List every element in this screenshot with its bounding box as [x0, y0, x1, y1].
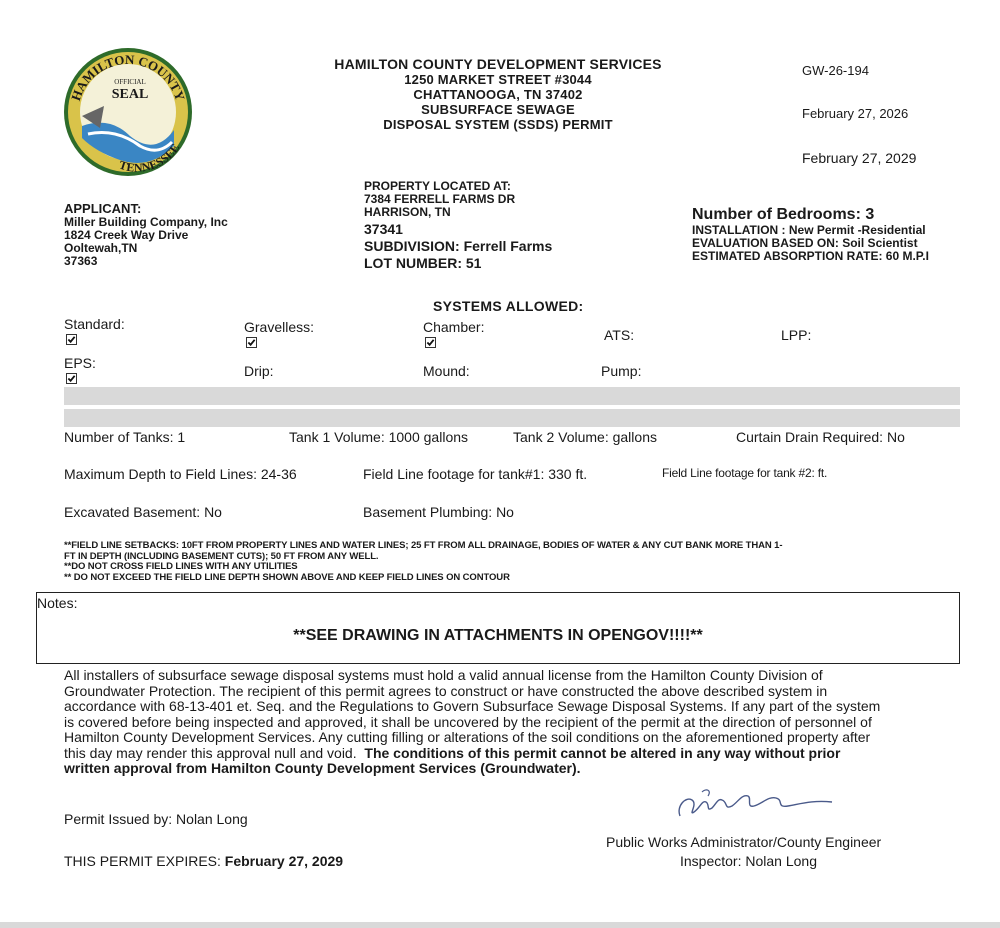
- notes-text: **SEE DRAWING IN ATTACHMENTS IN OPENGOV!!!!**: [293, 627, 703, 644]
- system-gravelless-checkbox[interactable]: [246, 337, 257, 348]
- absorption-rate: ESTIMATED ABSORPTION RATE: 60 M.P.I: [692, 249, 929, 263]
- field-footage-tank1: Field Line footage for tank#1: 330 ft.: [363, 466, 588, 482]
- systems-title: SYSTEMS ALLOWED:: [433, 298, 584, 314]
- system-chamber-label: Chamber:: [423, 319, 485, 335]
- permit-number: GW-26-194: [802, 63, 869, 78]
- header-city: CHATTANOOGA, TN 37402: [413, 87, 583, 102]
- system-gravelless-label: Gravelless:: [244, 319, 315, 335]
- setback-line: FT IN DEPTH (INCLUDING BASEMENT CUTS); 50 FT FROM ANY WELL.: [64, 550, 379, 562]
- checkmark-icon: [67, 335, 76, 344]
- inspector-name: Inspector: Nolan Long: [680, 853, 817, 869]
- system-standard-checkbox[interactable]: [66, 334, 77, 345]
- signature-image: [672, 786, 842, 826]
- basement-plumbing: Basement Plumbing: No: [363, 504, 514, 520]
- terms-bold-line: written approval from Hamilton County Development Services (Groundwater).: [64, 760, 581, 776]
- setback-line: **DO NOT CROSS FIELD LINES WITH ANY UTILITIES: [64, 561, 298, 572]
- property-label: PROPERTY LOCATED AT:: [364, 179, 511, 193]
- header-address: 1250 MARKET STREET #3044: [404, 72, 592, 87]
- permit-issued-by: Permit Issued by: Nolan Long: [64, 811, 248, 827]
- system-mound-label: Mound:: [423, 363, 470, 379]
- header-agency-name: HAMILTON COUNTY DEVELOPMENT SERVICES: [334, 56, 662, 72]
- expires-date: February 27, 2029: [224, 853, 344, 869]
- header-permit-type: SUBSURFACE SEWAGE: [421, 102, 575, 117]
- excavated-basement: Excavated Basement: No: [64, 504, 222, 520]
- system-chamber-checkbox[interactable]: [425, 337, 436, 348]
- expire-date: February 27, 2029: [802, 150, 917, 166]
- field-footage-tank2: Field Line footage for tank #2: ft.: [662, 466, 828, 480]
- divider-bar: [64, 409, 960, 427]
- applicant-name: Miller Building Company, Inc: [64, 215, 228, 229]
- system-standard-label: Standard:: [64, 316, 125, 332]
- setback-line: **FIELD LINE SETBACKS: 10FT FROM PROPERTY LINES AND WATER LINES; 25 FT FROM ALL DRAINAGE, BODIES OF WATER & ANY CUT BANK MORE THAN 1-: [64, 540, 783, 551]
- property-lot: LOT NUMBER: 51: [364, 255, 482, 271]
- max-field-depth: Maximum Depth to Field Lines: 24-36: [64, 466, 297, 482]
- property-subdivision: SUBDIVISION: Ferrell Farms: [364, 238, 553, 254]
- tank1-volume: Tank 1 Volume: 1000 gallons: [289, 429, 469, 445]
- terms-text: this day may render this approval null and void.: [64, 744, 365, 761]
- notes-label: Notes:: [37, 595, 78, 611]
- admin-title: Public Works Administrator/County Engineer: [606, 834, 882, 850]
- terms-line: [64, 746, 964, 762]
- system-details: [692, 206, 929, 263]
- seal-bottom-text: TENNESSEE: [117, 140, 183, 175]
- property-city: HARRISON, TN: [364, 205, 451, 219]
- divider-bar: [64, 387, 960, 405]
- property-street: 7384 FERRELL FARMS DR: [364, 192, 516, 206]
- terms-line: All installers of subsurface sewage disposal systems must hold a valid annual license from the Hamilton County Division of: [64, 667, 823, 683]
- issue-date: February 27, 2026: [802, 106, 909, 121]
- terms-line: is covered before being inspected and approved, it shall be uncovered by the recipient of the permit at the direction of personnel of: [64, 713, 872, 730]
- system-pump-label: Pump:: [601, 363, 642, 379]
- curtain-drain: Curtain Drain Required: No: [736, 429, 905, 445]
- seal-official-text: OFFICIAL: [114, 78, 146, 86]
- setback-line: ** DO NOT EXCEED THE FIELD LINE DEPTH SHOWN ABOVE AND KEEP FIELD LINES ON CONTOUR: [64, 571, 510, 583]
- seal-top-text: HAMILTON COUNTY: [68, 51, 188, 103]
- system-eps-checkbox[interactable]: [66, 373, 77, 384]
- terms-bold-text: The conditions of this permit cannot be altered in any way without prior: [364, 744, 841, 761]
- applicant-block: [64, 202, 228, 268]
- applicant-zip: 37363: [64, 254, 98, 268]
- expires-label: THIS PERMIT EXPIRES:: [64, 853, 225, 869]
- checkmark-icon: [247, 338, 256, 347]
- installation: INSTALLATION : New Permit -Residential: [692, 223, 926, 237]
- terms-line: Groundwater Protection. The recipient of this permit agrees to construct or have constructed the above described system in: [64, 682, 828, 699]
- number-of-tanks: Number of Tanks: 1: [64, 429, 186, 445]
- property-block: [364, 180, 552, 272]
- applicant-street: 1824 Creek Way Drive: [64, 228, 189, 242]
- system-eps-label: EPS:: [64, 355, 96, 371]
- terms-line: Hamilton County Development Services. Any cutting filling or alterations of the soil conditions on the aforementioned property after: [64, 729, 871, 745]
- notes-box: [36, 592, 960, 664]
- applicant-city: Ooltewah,TN: [64, 241, 138, 255]
- evaluation: EVALUATION BASED ON: Soil Scientist: [692, 236, 918, 250]
- expiration-line: [64, 853, 343, 869]
- bedrooms: Number of Bedrooms: 3: [692, 206, 875, 223]
- seal-seal-text: SEAL: [111, 87, 149, 102]
- property-zip: 37341: [364, 221, 403, 237]
- header-permit-title: DISPOSAL SYSTEM (SSDS) PERMIT: [383, 117, 613, 132]
- agency-header: [300, 57, 696, 132]
- system-ats-label: ATS:: [604, 327, 635, 343]
- tank2-volume: Tank 2 Volume: gallons: [513, 429, 657, 445]
- county-seal: [60, 46, 196, 178]
- system-drip-label: Drip:: [244, 363, 274, 379]
- system-lpp-label: LPP:: [781, 327, 812, 343]
- terms-line: accordance with 68-13-401 et. Seq. and the Regulations to Govern Subsurface Sewage Disposal Systems. If any part of the system: [64, 698, 881, 714]
- applicant-label: APPLICANT:: [64, 201, 142, 216]
- terms-paragraph: [64, 668, 964, 777]
- checkmark-icon: [67, 374, 76, 383]
- checkmark-icon: [426, 338, 435, 347]
- setback-rules: [64, 541, 964, 583]
- page-bottom-bar: [0, 922, 1000, 928]
